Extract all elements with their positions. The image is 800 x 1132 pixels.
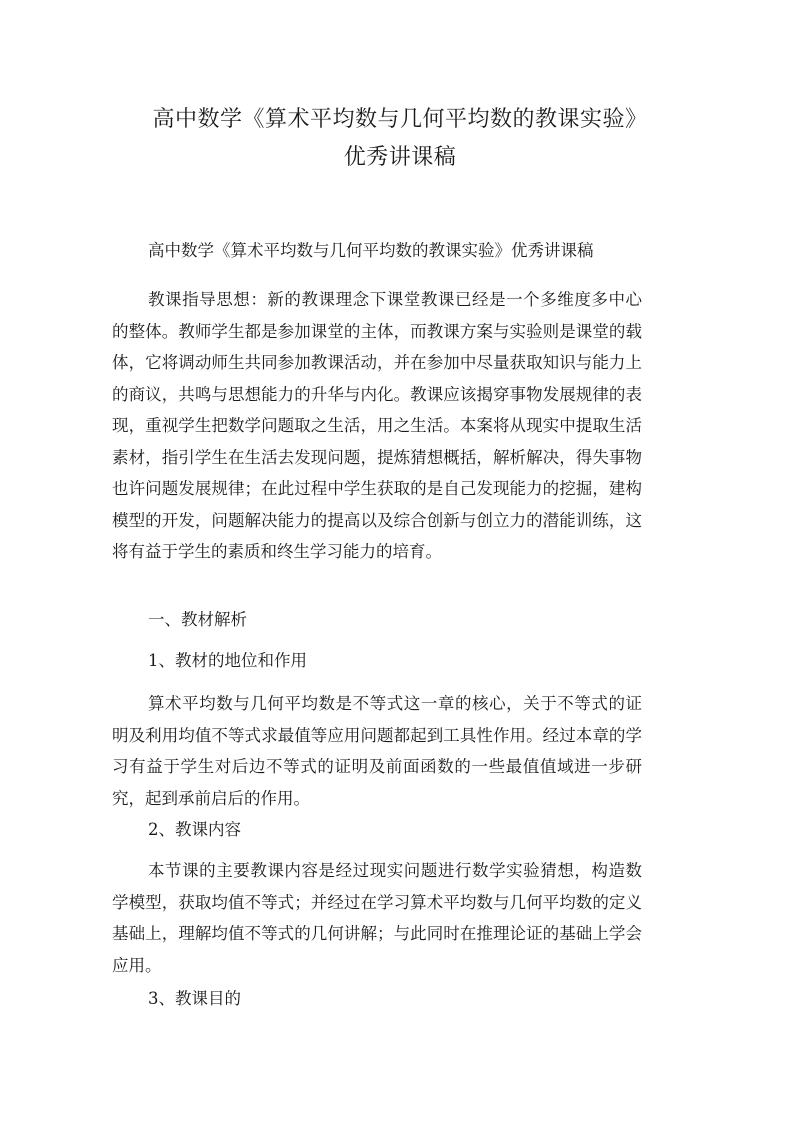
subsection-2-paragraph: 本节课的主要教课内容是经过现实问题进行数学实验猜想，构造数学模型，获取均值不等式；并经过在学习算术平均数与几何平均数的定义基础上，理解均值不等式的几何讲解；与此同时在推理论证的基础上学会应用。 <box>112 861 642 975</box>
subsection-heading-2: 2、教课内容 <box>148 820 241 839</box>
document-title-line-1: 高中数学《算术平均数与几何平均数的教课实验》 <box>152 107 648 132</box>
subsection-heading-3: 3、教课目的 <box>148 989 241 1008</box>
section-heading-1: 一、教材解析 <box>148 610 247 629</box>
document-subtitle: 高中数学《算术平均数与几何平均数的教课实验》优秀讲课稿 <box>148 241 594 260</box>
intro-paragraph: 教课指导思想：新的教课理念下课堂教课已经是一个多维度多中心的整体。教师学生都是参加课堂的主体，而教课方案与实验则是课堂的载体，它将调动师生共同参加教课活动，并在参加中尽量获取知识与能力上的商议，共鸣与思想能力的升华与内化。教课应该揭穿事物发展规律的表现，重视学生把数学问题取之生活，用之生活。本案将从现实中提取生活素材，指引学生在生活去发现问题，提炼猜想概括，解析解决，得失事物也许问题发展规律；在此过程中学生获取的是自己发现能力的挖掘，建构模型的开发，问题解决能力的提高以及综合创新与创立力的潜能训练，这将有益于学生的素质和终生学习能力的培育。 <box>112 290 642 561</box>
document-title-line-2: 优秀讲课稿 <box>343 145 457 170</box>
subsection-1-paragraph: 算术平均数与几何平均数是不等式这一章的核心，关于不等式的证明及利用均值不等式求最值等应用问题都起到工具性作用。经过本章的学习有益于学生对后边不等式的证明及前面函数的一些最值值域进一步研究，起到承前启后的作用。 <box>112 694 642 808</box>
subsection-heading-1: 1、教材的地位和作用 <box>148 651 307 670</box>
